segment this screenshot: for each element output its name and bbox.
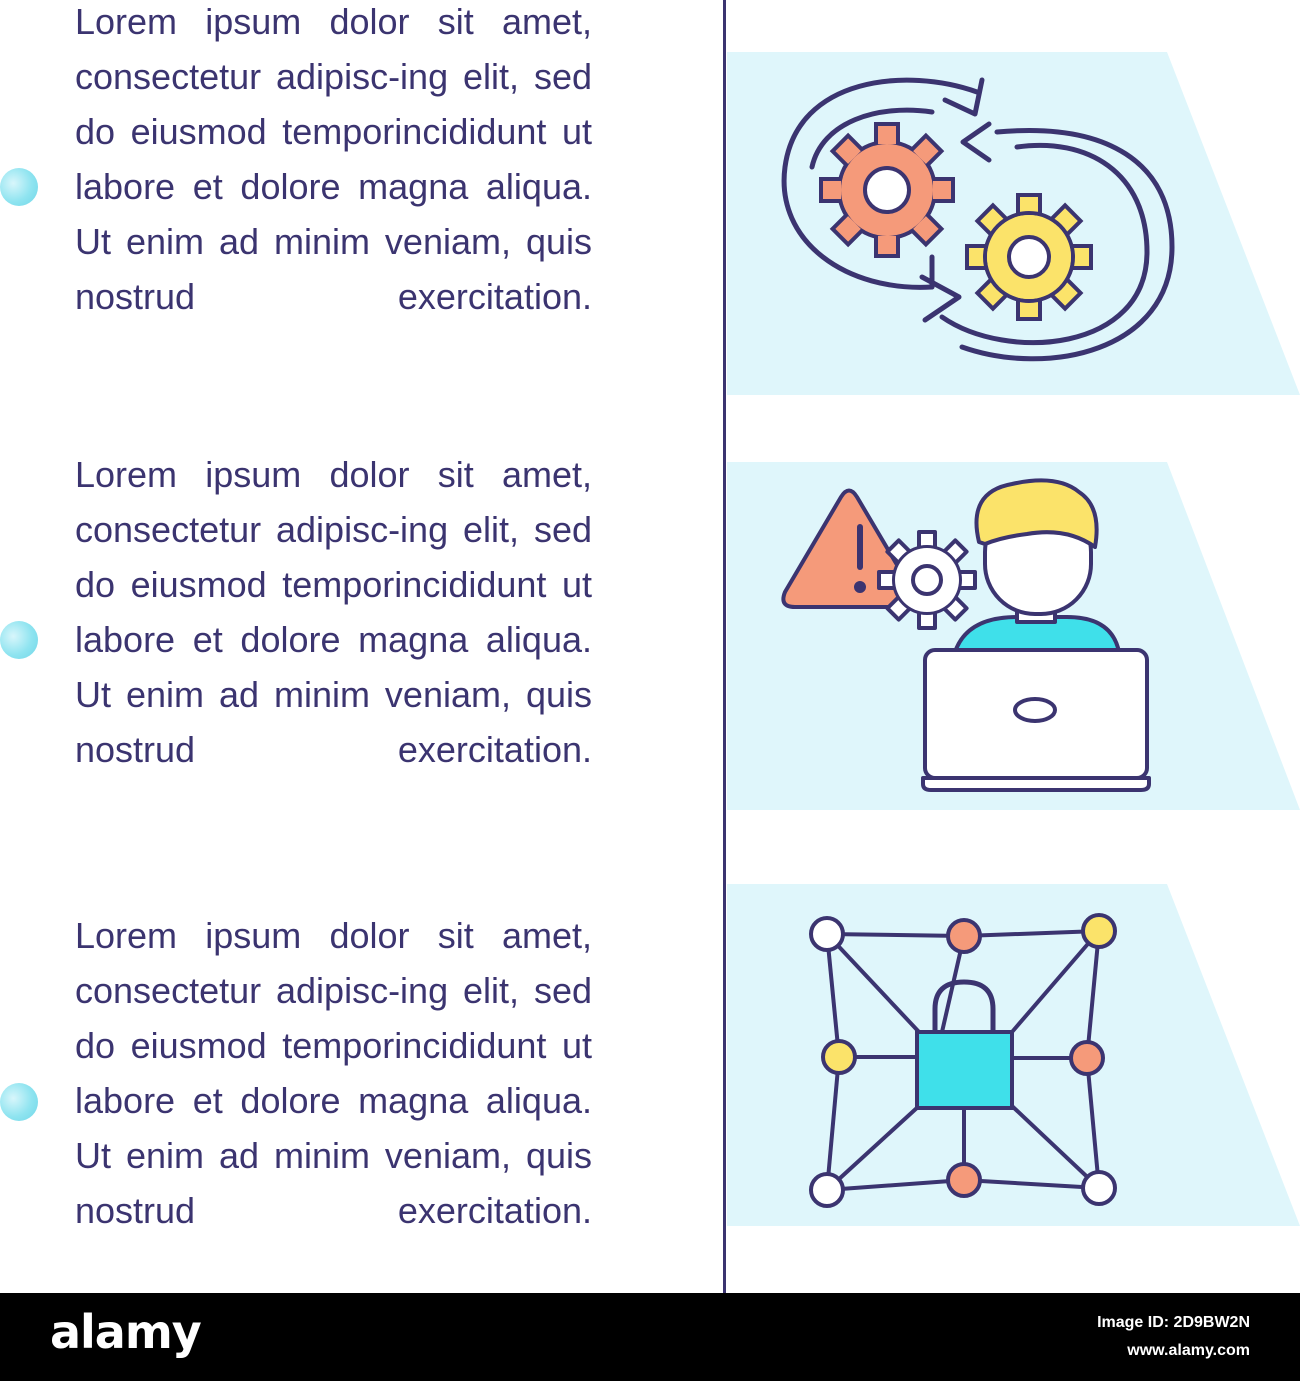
panel-network [727,884,1300,1226]
footer-bar [0,1293,1300,1381]
orange-gear [821,124,953,256]
brand-logo: alamy [50,1305,201,1359]
site-url: www.alamy.com [1127,1342,1250,1359]
paragraph-1: Lorem ipsum dolor sit amet, consectetur adipisc-ing elit, sed do eiusmod temporincididunt ut labore et dolore magna aliqua. Ut enim ad minim veniam, quis nostrud exercitation. [75,1,592,317]
paragraph-2: Lorem ipsum dolor sit amet, consectetur adipisc-ing elit, sed do eiusmod temporincididunt ut labore et dolore magna aliqua. Ut enim ad minim veniam, quis nostrud exercitation. [75,454,592,770]
vertical-divider [723,0,726,1293]
panel-support [727,462,1300,810]
image-id-label: Image ID: 2D9BW2N [1097,1314,1250,1331]
bullet-2 [0,621,38,659]
stock-id [1097,1309,1250,1365]
bullet-3 [0,1083,38,1121]
panel-gears [727,52,1300,395]
bullet-1 [0,168,38,206]
yellow-gear [967,195,1091,319]
paragraph-3: Lorem ipsum dolor sit amet, consectetur adipisc-ing elit, sed do eiusmod temporincididunt ut labore et dolore magna aliqua. Ut enim ad minim veniam, quis nostrud exercitation. [75,915,592,1231]
